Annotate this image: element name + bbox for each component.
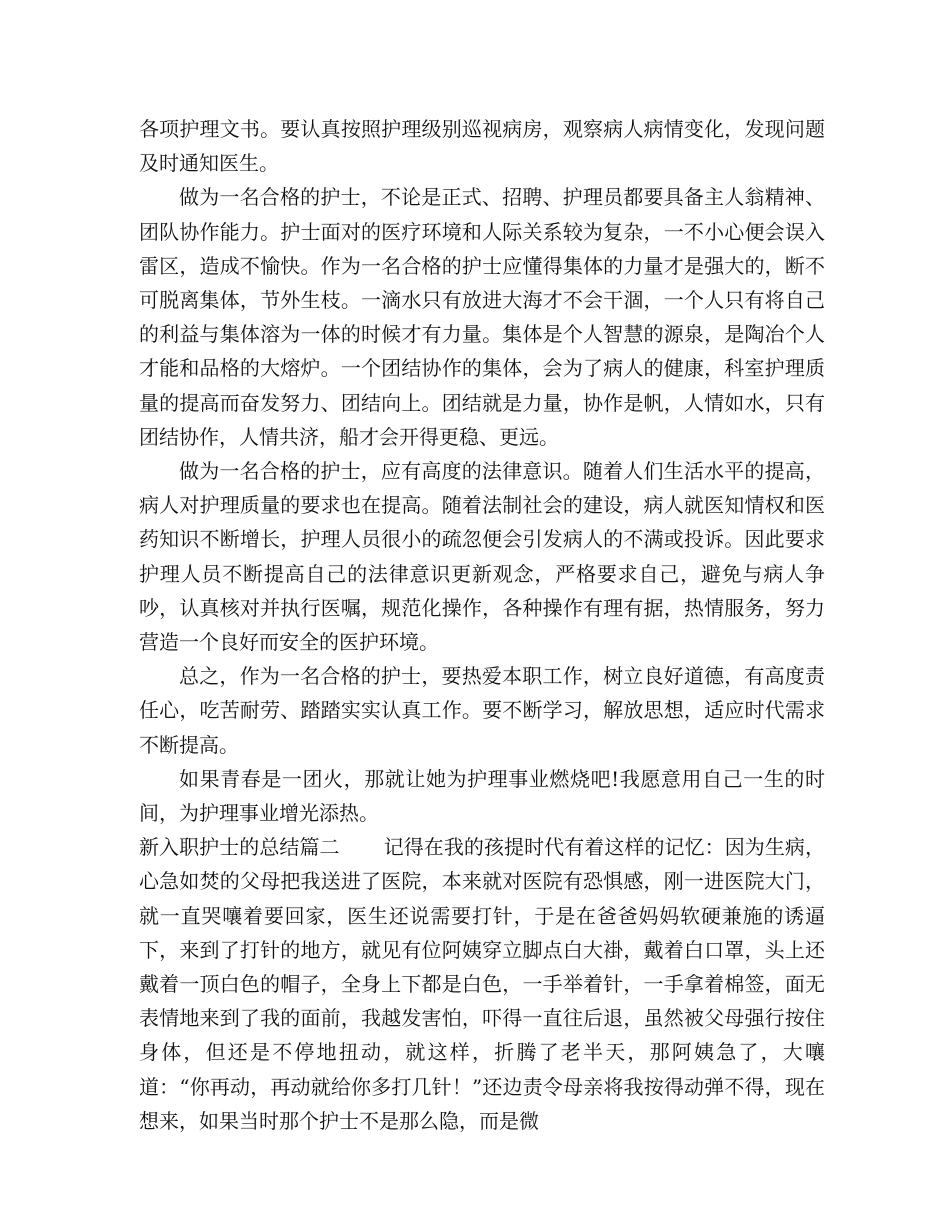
paragraph-4: 总之，作为一名合格的护士，要热爱本职工作，树立良好道德，有高度责任心，吃苦耐劳、踏踏实实认真工作。要不断学习，解放思想，适应时代需求不断提高。 bbox=[139, 664, 825, 757]
paragraph-5: 如果青春是一团火，那就让她为护理事业燃烧吧!我愿意用自己一生的时间，为护理事业增光添热。 bbox=[139, 766, 825, 826]
section-paragraph bbox=[139, 830, 825, 1138]
section-heading: 新入职护士的总结篇二 bbox=[139, 835, 340, 860]
document-body bbox=[139, 112, 825, 1138]
paragraph-2: 做为一名合格的护士，不论是正式、招聘、护理员都要具备主人翁精神、团队协作能力。护士面对的医疗环境和人际关系较为复杂，一不小心便会误入雷区，造成不愉快。作为一名合格的护士应懂得集体的力量才是强大的，断不可脱离集体，节外生枝。一滴水只有放进大海才不会干涸，一个人只有将自己的利益与集体溶为一体的时候才有力量。集体是个人智慧的源泉，是陶冶个人才能和品格的大熔炉。一个团结协作的集体，会为了病人的健康，科室护理质量的提高而奋发努力、团结向上。团结就是力量，协作是帆，人情如水，只有团结协作，人情共济，船才会开得更稳、更远。 bbox=[139, 185, 825, 449]
paragraph-3: 做为一名合格的护士，应有高度的法律意识。随着人们生活水平的提高，病人对护理质量的要求也在提高。随着法制社会的建设，病人就医知情权和医药知识不断增长，护理人员很小的疏忽便会引发病人的不满或投诉。因此要求护理人员不断提高自己的法律意识更新观念，严格要求自己，避免与病人争吵，认真核对并执行医嘱，规范化操作，各种操作有理有据，热情服务，努力营造一个良好而安全的医护环境。 bbox=[139, 459, 825, 655]
paragraph-1: 各项护理文书。要认真按照护理级别巡视病房，观察病人病情变化，发现问题及时通知医生。 bbox=[139, 117, 825, 176]
section-text: 记得在我的孩提时代有着这样的记忆：因为生病，心急如焚的父母把我送进了医院，本来就对医院有恐惧感，刚一进医院大门，就一直哭嚷着要回家，医生还说需要打针，于是在爸爸妈妈软硬兼施的诱逼下，来到了打针的地方，就见有位阿姨穿立脚点白大褂，戴着白口罩，头上还戴着一顶白色的帽子，全身上下都是白色，一手举着针，一手拿着棉签，面无表情地来到了我的面前，我越发害怕，吓得一直往后退，虽然被父母强行按住身体，但还是不停地扭动，就这样，折腾了老半天，那阿姨急了，大嚷道：“你再动，再动就给你多打几针！”还边责令母亲将我按得动弹不得，现在想来，如果当时那个护士不是那么隐，而是微 bbox=[139, 835, 825, 1133]
